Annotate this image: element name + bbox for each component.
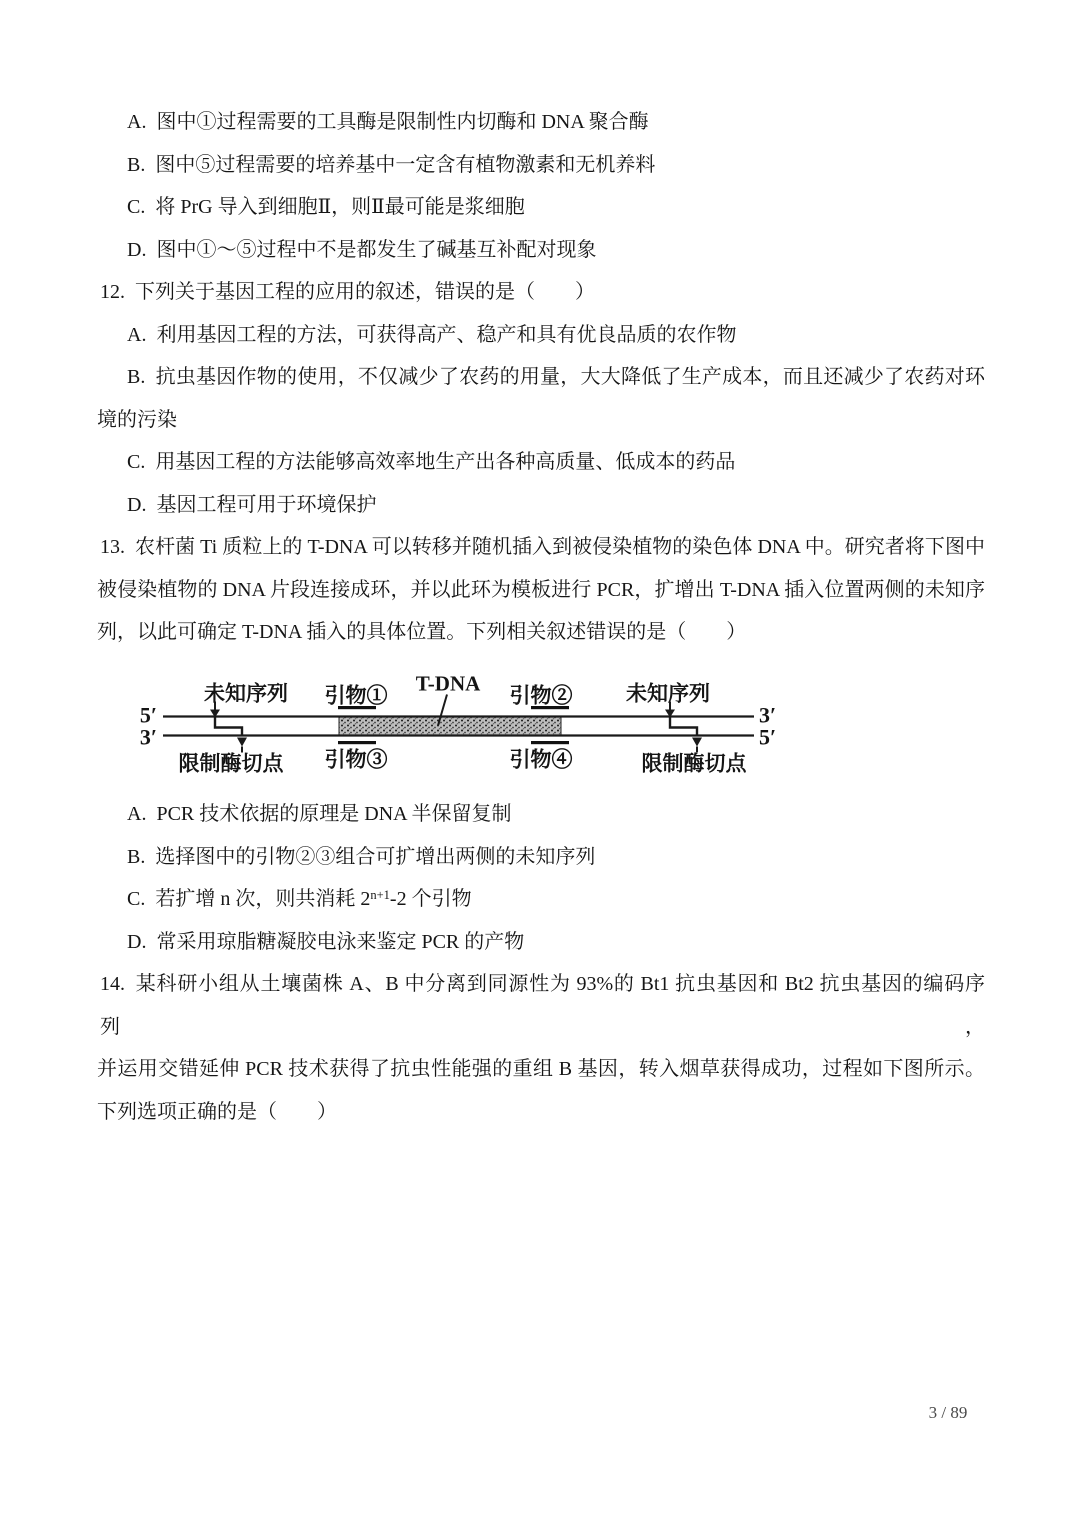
t-dna-insertion-diagram [95,652,795,797]
q14-stem-line2: 并运用交错延伸 PCR 技术获得了抗虫性能强的重组 B 基因，转入烟草获得成功，过程如下图所示。 [97,1058,985,1080]
question-text-block-upper [97,101,985,654]
strand-end-5prime-right: 5′ [759,724,777,750]
label-t-dna: T-DNA [415,671,481,696]
q13-option-c: C. 若扩增 n 次，则共消耗 $2^{n+1}-2$ 个引物 [127,888,472,910]
q12-option-a: A. 利用基因工程的方法，可获得高产、稳产和具有优良品质的农作物 [127,323,737,346]
q13-stem-line3: 列，以此可确定 T-DNA 插入的具体位置。下列相关叙述错误的是（ ） [97,621,747,643]
page-number: 3 / 89 [928,1403,968,1422]
primer4-bar [531,741,569,744]
q12-option-d: D. 基因工程可用于环境保护 [127,493,377,516]
q13-option-d: D. 常采用琼脂糖凝胶电泳来鉴定 PCR 的产物 [127,930,525,953]
t-dna-region [339,717,561,735]
label-unknown-sequence-right: 未知序列 [626,681,710,706]
q11-option-b: B. 图中⑤过程需要的培养基中一定含有植物激素和无机养料 [127,153,656,176]
right-cut-zigzag [670,717,697,736]
label-restriction-site-right: 限制酶切点 [641,751,747,776]
q13-stem-line2: 被侵染植物的 DNA 片段连接成环，并以此环为模板进行 PCR，扩增出 T-DNA 插入位置两侧的未知序 [97,578,985,601]
label-primer-1: 引物① [324,683,388,708]
t-dna-diagram-svg [95,652,795,797]
left-cut-bottom-arrow [237,738,247,747]
q13-option-a: A. PCR 技术依据的原理是 DNA 半保留复制 [127,803,512,825]
primer3-bar [338,741,376,744]
q11-option-d: D. 图中①～⑤过程中不是都发生了碱基互补配对现象 [127,238,597,261]
q11-option-a: A. 图中①过程需要的工具酶是限制性内切酶和 DNA 聚合酶 [127,111,649,133]
q12-option-b-line1: B. 抗虫基因作物的使用，不仅减少了农药的用量，大大降低了生产成本，而且还减少了农药对环 [127,366,985,388]
q14-stem-line1: 14. 某科研小组从土壤菌株 A、B 中分离到同源性为 93%的 Bt1 抗虫基因和 Bt2 抗虫基因的编码序列， [100,973,985,1038]
q13-option-b: B. 选择图中的引物②③组合可扩增出两侧的未知序列 [127,845,596,868]
right-cut-bottom-arrow [692,738,702,747]
strand-end-3prime-left: 3′ [139,724,157,750]
q13-stem-line1: 13. 农杆菌 Ti 质粒上的 T-DNA 可以转移并随机插入到被侵染植物的染色体 DNA 中。研究者将下图中 [100,536,985,558]
strand-end-3prime-right: 3′ [759,702,777,728]
strand-end-5prime-left: 5′ [139,702,157,728]
label-primer-3: 引物③ [324,747,388,772]
q11-option-c: C. 将 PrG 导入到细胞Ⅱ，则Ⅱ最可能是浆细胞 [127,196,525,218]
label-primer-4: 引物④ [509,747,573,772]
left-cut-zigzag [215,717,242,736]
q12-option-c: C. 用基因工程的方法能够高效率地生产出各种高质量、低成本的药品 [127,451,736,473]
label-unknown-sequence-left: 未知序列 [204,681,288,706]
label-restriction-site-left: 限制酶切点 [178,751,284,776]
q12-stem: 12. 下列关于基因工程的应用的叙述，错误的是（ ） [100,281,595,303]
question-text-block-lower [97,793,985,1133]
q14-stem-line3: 下列选项正确的是（ ） [97,1100,337,1123]
label-primer-2: 引物② [509,683,573,708]
q12-option-b-line2: 境的污染 [97,408,177,431]
